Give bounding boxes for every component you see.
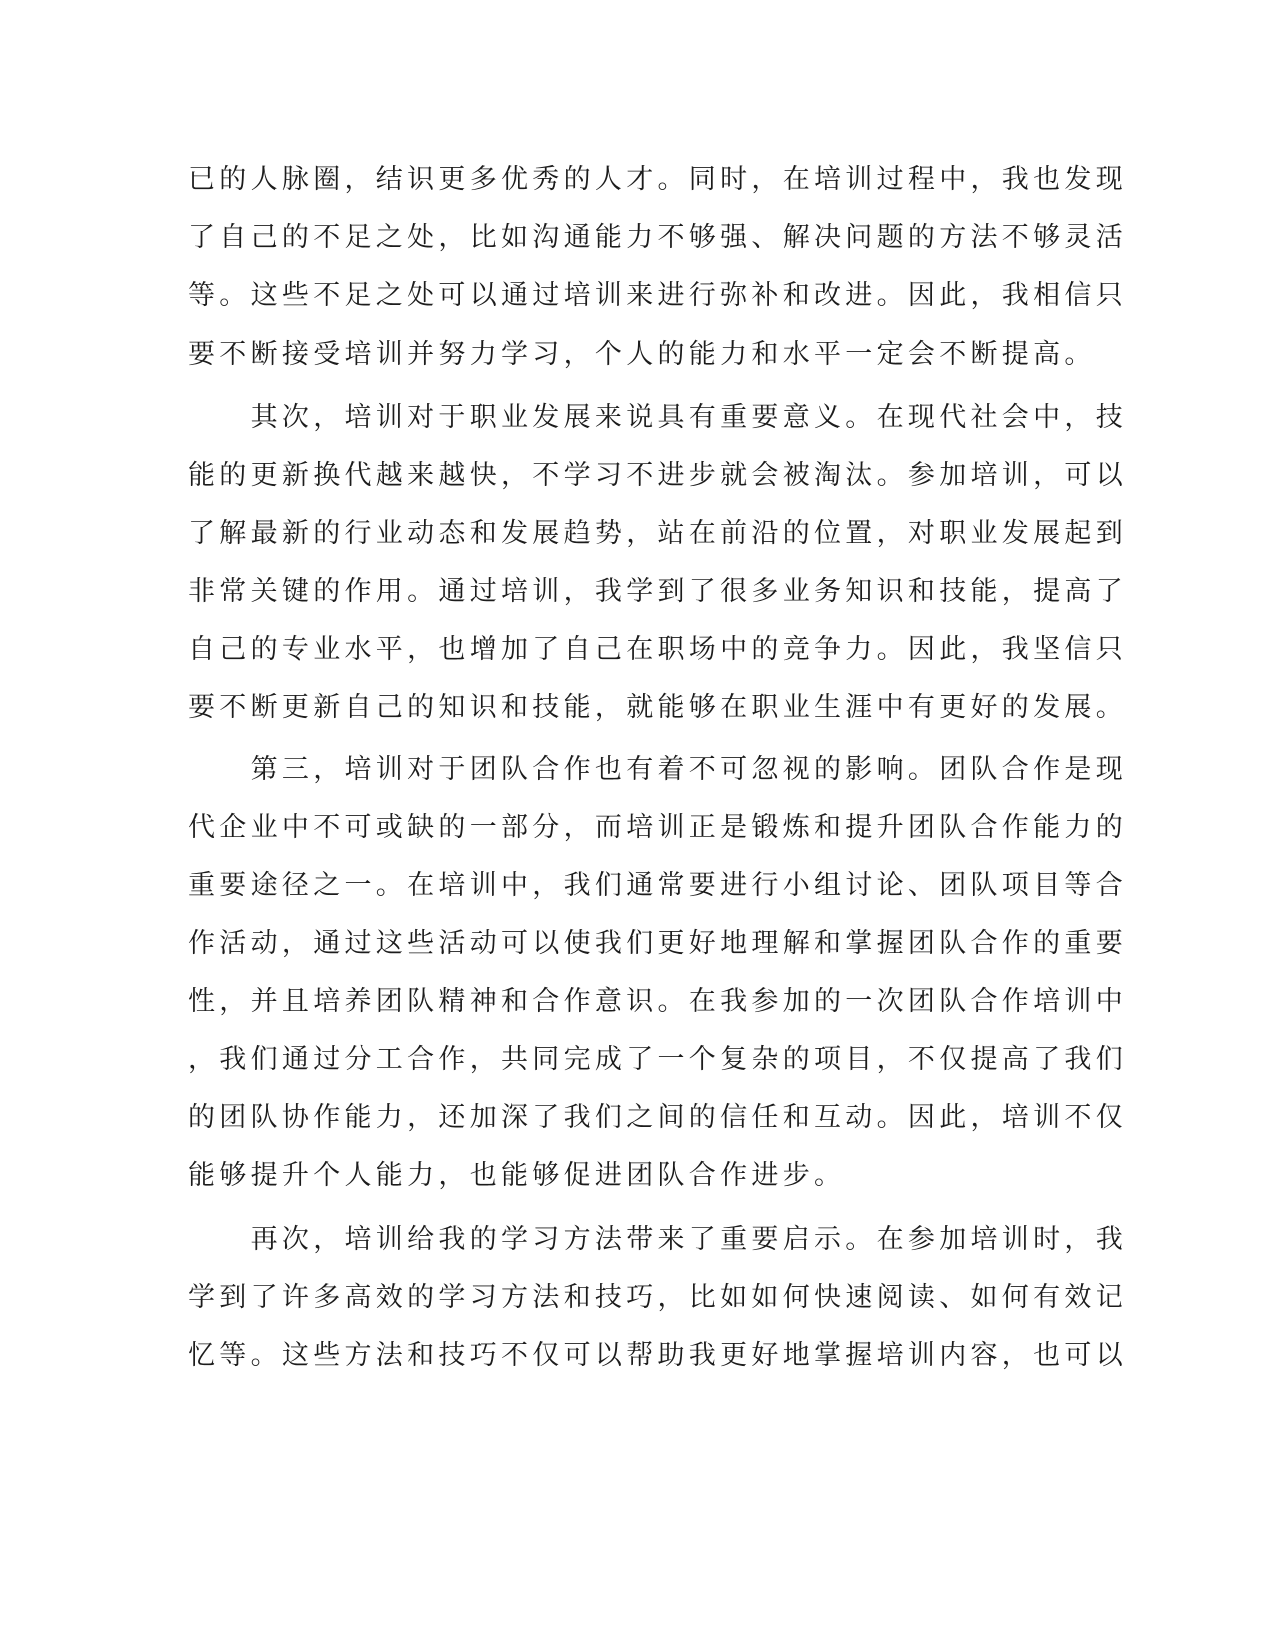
text-line-10: 要不断更新自己的知识和技能，就能够在职业生涯中有更好的发展。 [188,692,1127,723]
text-line-15: 性，并且培养团队精神和合作意识。在我参加的一次团队合作培训中 [188,986,1127,1017]
text-line-13: 重要途径之一。在培训中，我们通常要进行小组讨论、团队项目等合 [188,870,1127,901]
text-line-7: 了解最新的行业动态和发展趋势，站在前沿的位置，对职业发展起到 [188,518,1127,549]
text-line-3: 等。这些不足之处可以通过培训来进行弥补和改进。因此，我相信只 [188,280,1127,311]
text-line-12: 代企业中不可或缺的一部分，而培训正是锻炼和提升团队合作能力的 [188,812,1127,843]
text-line-16: ，我们通过分工合作，共同完成了一个复杂的项目，不仅提高了我们 [188,1044,1127,1075]
text-line-14: 作活动，通过这些活动可以使我们更好地理解和掌握团队合作的重要 [188,928,1127,959]
text-line-9: 自己的专业水平，也增加了自己在职场中的竞争力。因此，我坚信只 [188,634,1127,665]
text-line-19: 再次，培训给我的学习方法带来了重要启示。在参加培训时，我 [188,1224,1127,1255]
text-line-4: 要不断接受培训并努力学习，个人的能力和水平一定会不断提高。 [188,339,1096,370]
text-line-8: 非常关键的作用。通过培训，我学到了很多业务知识和技能，提高了 [188,576,1127,607]
text-line-18: 能够提升个人能力，也能够促进团队合作进步。 [188,1160,846,1191]
text-line-1: 已的人脉圈，结识更多优秀的人才。同时，在培训过程中，我也发现 [188,164,1127,195]
text-line-5: 其次，培训对于职业发展来说具有重要意义。在现代社会中，技 [188,402,1127,433]
text-line-17: 的团队协作能力，还加深了我们之间的信任和互动。因此，培训不仅 [188,1102,1127,1133]
text-line-11: 第三，培训对于团队合作也有着不可忽视的影响。团队合作是现 [188,754,1127,785]
text-line-20: 学到了许多高效的学习方法和技巧，比如如何快速阅读、如何有效记 [188,1282,1127,1313]
text-line-2: 了自己的不足之处，比如沟通能力不够强、解决问题的方法不够灵活 [188,222,1127,253]
text-line-6: 能的更新换代越来越快，不学习不进步就会被淘汰。参加培训，可以 [188,460,1127,491]
text-line-21: 忆等。这些方法和技巧不仅可以帮助我更好地掌握培训内容，也可以 [188,1340,1127,1371]
